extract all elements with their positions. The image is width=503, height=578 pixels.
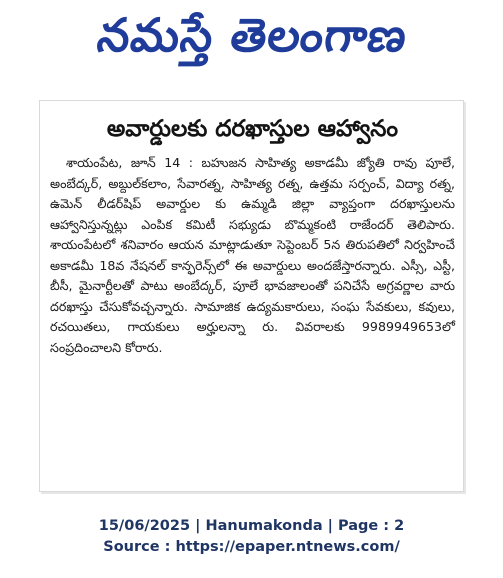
article-headline: అవార్డులకు దరఖాస్తుల ఆహ్వానం: [106, 116, 399, 142]
article-clipping: [39, 100, 464, 492]
source-footer: [0, 516, 503, 558]
masthead: [0, 0, 503, 82]
source-link[interactable]: Source : https://epaper.ntnews.com/: [103, 539, 400, 555]
newspaper-logo: నమస్తే తెలంగాణ: [93, 8, 411, 62]
edition-info: 15/06/2025 | Hanumakonda | Page : 2: [98, 518, 405, 534]
article-body: శాయంపేట, జూన్ 14 : బహుజన సాహిత్య అకాడమీ జ్యోతి రావు పూలే, అంబేద్కర్, అబ్దుల్‌కలాం, సేవారత్న, సాహిత్య రత్న, ఉత్తమ సర్పంచ్, విద్యా రత్న, ఉమెన్ లీడర్‌షిప్ అవార్డుల కు ఉమ్మడి జిల్లా వ్యాప్తంగా దరఖాస్తులను ఆహ్వానిస్తున్నట్లు ఎంపిక కమిటీ సభ్యుడు బొమ్మకంటి రాజేందర్ తెలిపారు. శాయంపేటలో శనివారం ఆయన మాట్లాడుతూ సెప్టెంబర్ 5న తిరుపతిలో నిర్వహించే అకాడమీ 18వ నేషనల్ కాన్ఫరెన్స్‌లో ఈ అవార్డులు అందజేస్తారన్నారు. ఎస్సీ, ఎస్టీ, బీసీ, మైనార్టీలతో పాటు అంబేద్కర్, పూలే భావజాలంతో పనిచేసే అగ్రవర్ణాల వారు దరఖాస్తు చేసుకోవచ్చన్నారు. సామాజిక ఉద్యమకారులు, సంఘ సేవకులు, కవులు, రచయితలు, గాయకులు అర్హులన్నా రు. వివరాలకు 9989949653లో సంప్రదించాలని కోరారు.: [50, 155, 455, 355]
